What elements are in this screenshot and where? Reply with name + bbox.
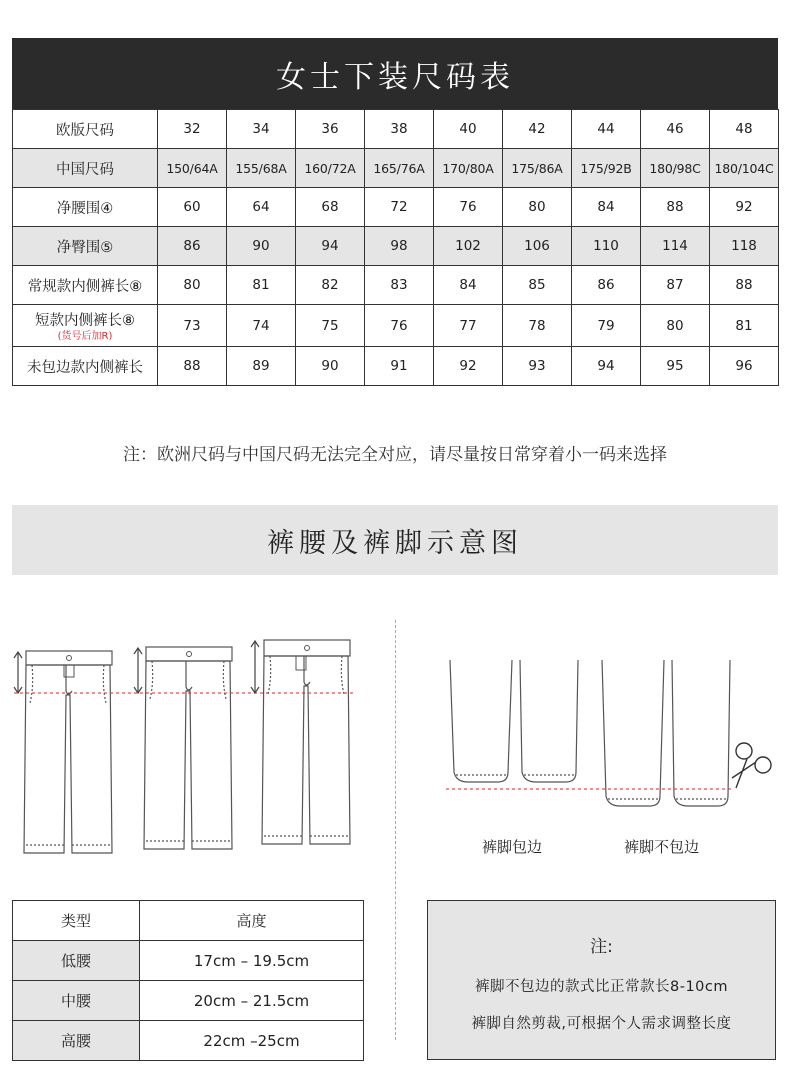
row-label: 常规款内侧裤长⑧	[13, 266, 158, 305]
table-cell: 155/68A	[227, 149, 296, 188]
table-cell: 88	[641, 188, 710, 227]
table-cell: 94	[296, 227, 365, 266]
table-cell: 68	[296, 188, 365, 227]
table-cell: 72	[365, 188, 434, 227]
table-cell: 48	[710, 110, 779, 149]
table-cell: 73	[158, 305, 227, 347]
table-cell: 44	[572, 110, 641, 149]
waist-height-illustration	[0, 620, 380, 870]
table-row	[13, 941, 364, 981]
table-row	[13, 981, 364, 1021]
table-cell: 81	[710, 305, 779, 347]
table-row	[13, 149, 779, 188]
table-cell: 76	[434, 188, 503, 227]
height-arrow-icon	[251, 641, 259, 693]
table-cell: 38	[365, 110, 434, 149]
table-cell: 92	[710, 188, 779, 227]
table-cell: 85	[503, 266, 572, 305]
table-cell: 88	[710, 266, 779, 305]
table-cell: 180/98C	[641, 149, 710, 188]
table-row	[13, 227, 779, 266]
table-cell: 150/64A	[158, 149, 227, 188]
waist-height: 20cm – 21.5cm	[140, 981, 364, 1021]
divider	[395, 620, 396, 1040]
table-cell: 80	[503, 188, 572, 227]
table-cell: 91	[365, 347, 434, 386]
table-cell: 46	[641, 110, 710, 149]
note-box	[427, 900, 776, 1060]
table-cell: 77	[434, 305, 503, 347]
table-cell: 81	[227, 266, 296, 305]
waist-table	[12, 900, 364, 1061]
table-cell: 175/86A	[503, 149, 572, 188]
table-cell: 110	[572, 227, 641, 266]
table-cell: 90	[227, 227, 296, 266]
waist-height: 22cm –25cm	[140, 1021, 364, 1061]
size-note: 注：欧洲尺码与中国尺码无法完全对应，请尽量按日常穿着小一码来选择	[123, 445, 667, 465]
section-title: 裤腰及裤脚示意图	[12, 505, 778, 575]
table-cell: 79	[572, 305, 641, 347]
table-cell: 75	[296, 305, 365, 347]
hemmed-legs	[450, 660, 578, 782]
table-cell: 80	[158, 266, 227, 305]
size-table	[12, 109, 779, 386]
table-cell: 92	[434, 347, 503, 386]
table-row	[13, 110, 779, 149]
table-cell: 74	[227, 305, 296, 347]
low-waist-pants	[14, 651, 112, 853]
row-label: 未包边款内侧裤长	[13, 347, 158, 386]
table-cell: 106	[503, 227, 572, 266]
unhemmed-legs	[602, 660, 730, 806]
size-chart-title: 女士下装尺码表	[12, 38, 778, 109]
note-box-title: 注:	[590, 937, 613, 957]
table-cell: 98	[365, 227, 434, 266]
table-cell: 89	[227, 347, 296, 386]
table-cell: 82	[296, 266, 365, 305]
table-cell: 102	[434, 227, 503, 266]
scissors-icon	[732, 743, 771, 788]
table-cell: 94	[572, 347, 641, 386]
waist-type: 高腰	[13, 1021, 140, 1061]
waist-table-header	[13, 901, 364, 941]
row-sublabel: (货号后加R)	[57, 331, 113, 342]
table-cell: 87	[641, 266, 710, 305]
waist-type: 低腰	[13, 941, 140, 981]
table-cell: 36	[296, 110, 365, 149]
table-row	[13, 266, 779, 305]
table-cell: 165/76A	[365, 149, 434, 188]
table-cell: 95	[641, 347, 710, 386]
table-cell: 170/80A	[434, 149, 503, 188]
table-cell: 86	[572, 266, 641, 305]
table-cell: 84	[434, 266, 503, 305]
header-type: 类型	[13, 901, 140, 941]
table-cell: 180/104C	[710, 149, 779, 188]
table-row	[13, 347, 779, 386]
table-cell: 80	[641, 305, 710, 347]
height-arrow-icon	[134, 648, 142, 693]
table-row	[13, 1021, 364, 1061]
table-cell: 84	[572, 188, 641, 227]
table-cell: 93	[503, 347, 572, 386]
row-label: 欧版尺码	[13, 110, 158, 149]
table-cell: 60	[158, 188, 227, 227]
table-cell: 90	[296, 347, 365, 386]
table-cell: 175/92B	[572, 149, 641, 188]
table-row	[13, 305, 779, 347]
high-waist-pants	[251, 640, 350, 844]
mid-waist-pants	[134, 647, 232, 849]
header-height: 高度	[140, 901, 364, 941]
table-cell: 32	[158, 110, 227, 149]
table-cell: 114	[641, 227, 710, 266]
table-cell: 76	[365, 305, 434, 347]
hem-illustration	[420, 650, 790, 820]
waist-type: 中腰	[13, 981, 140, 1021]
table-row	[13, 188, 779, 227]
table-cell: 34	[227, 110, 296, 149]
row-label: 中国尺码	[13, 149, 158, 188]
note-box-line-1: 裤脚不包边的款式比正常款长8-10cm	[474, 979, 728, 995]
table-cell: 118	[710, 227, 779, 266]
row-label: 净臀围⑤	[13, 227, 158, 266]
table-cell: 160/72A	[296, 149, 365, 188]
table-cell: 83	[365, 266, 434, 305]
table-cell: 64	[227, 188, 296, 227]
note-box-line-2: 裤脚自然剪裁,可根据个人需求调整长度	[471, 1016, 732, 1032]
row-label: 净腰围④	[13, 188, 158, 227]
table-cell: 40	[434, 110, 503, 149]
table-cell: 78	[503, 305, 572, 347]
table-cell: 96	[710, 347, 779, 386]
table-cell: 42	[503, 110, 572, 149]
unhemmed-caption: 裤脚不包边	[624, 838, 700, 856]
table-cell: 88	[158, 347, 227, 386]
height-arrow-icon	[14, 652, 22, 693]
hemmed-caption: 裤脚包边	[482, 838, 543, 856]
row-label: 短款内侧裤长⑧ (货号后加R)	[13, 305, 158, 347]
table-cell: 86	[158, 227, 227, 266]
waist-height: 17cm – 19.5cm	[140, 941, 364, 981]
